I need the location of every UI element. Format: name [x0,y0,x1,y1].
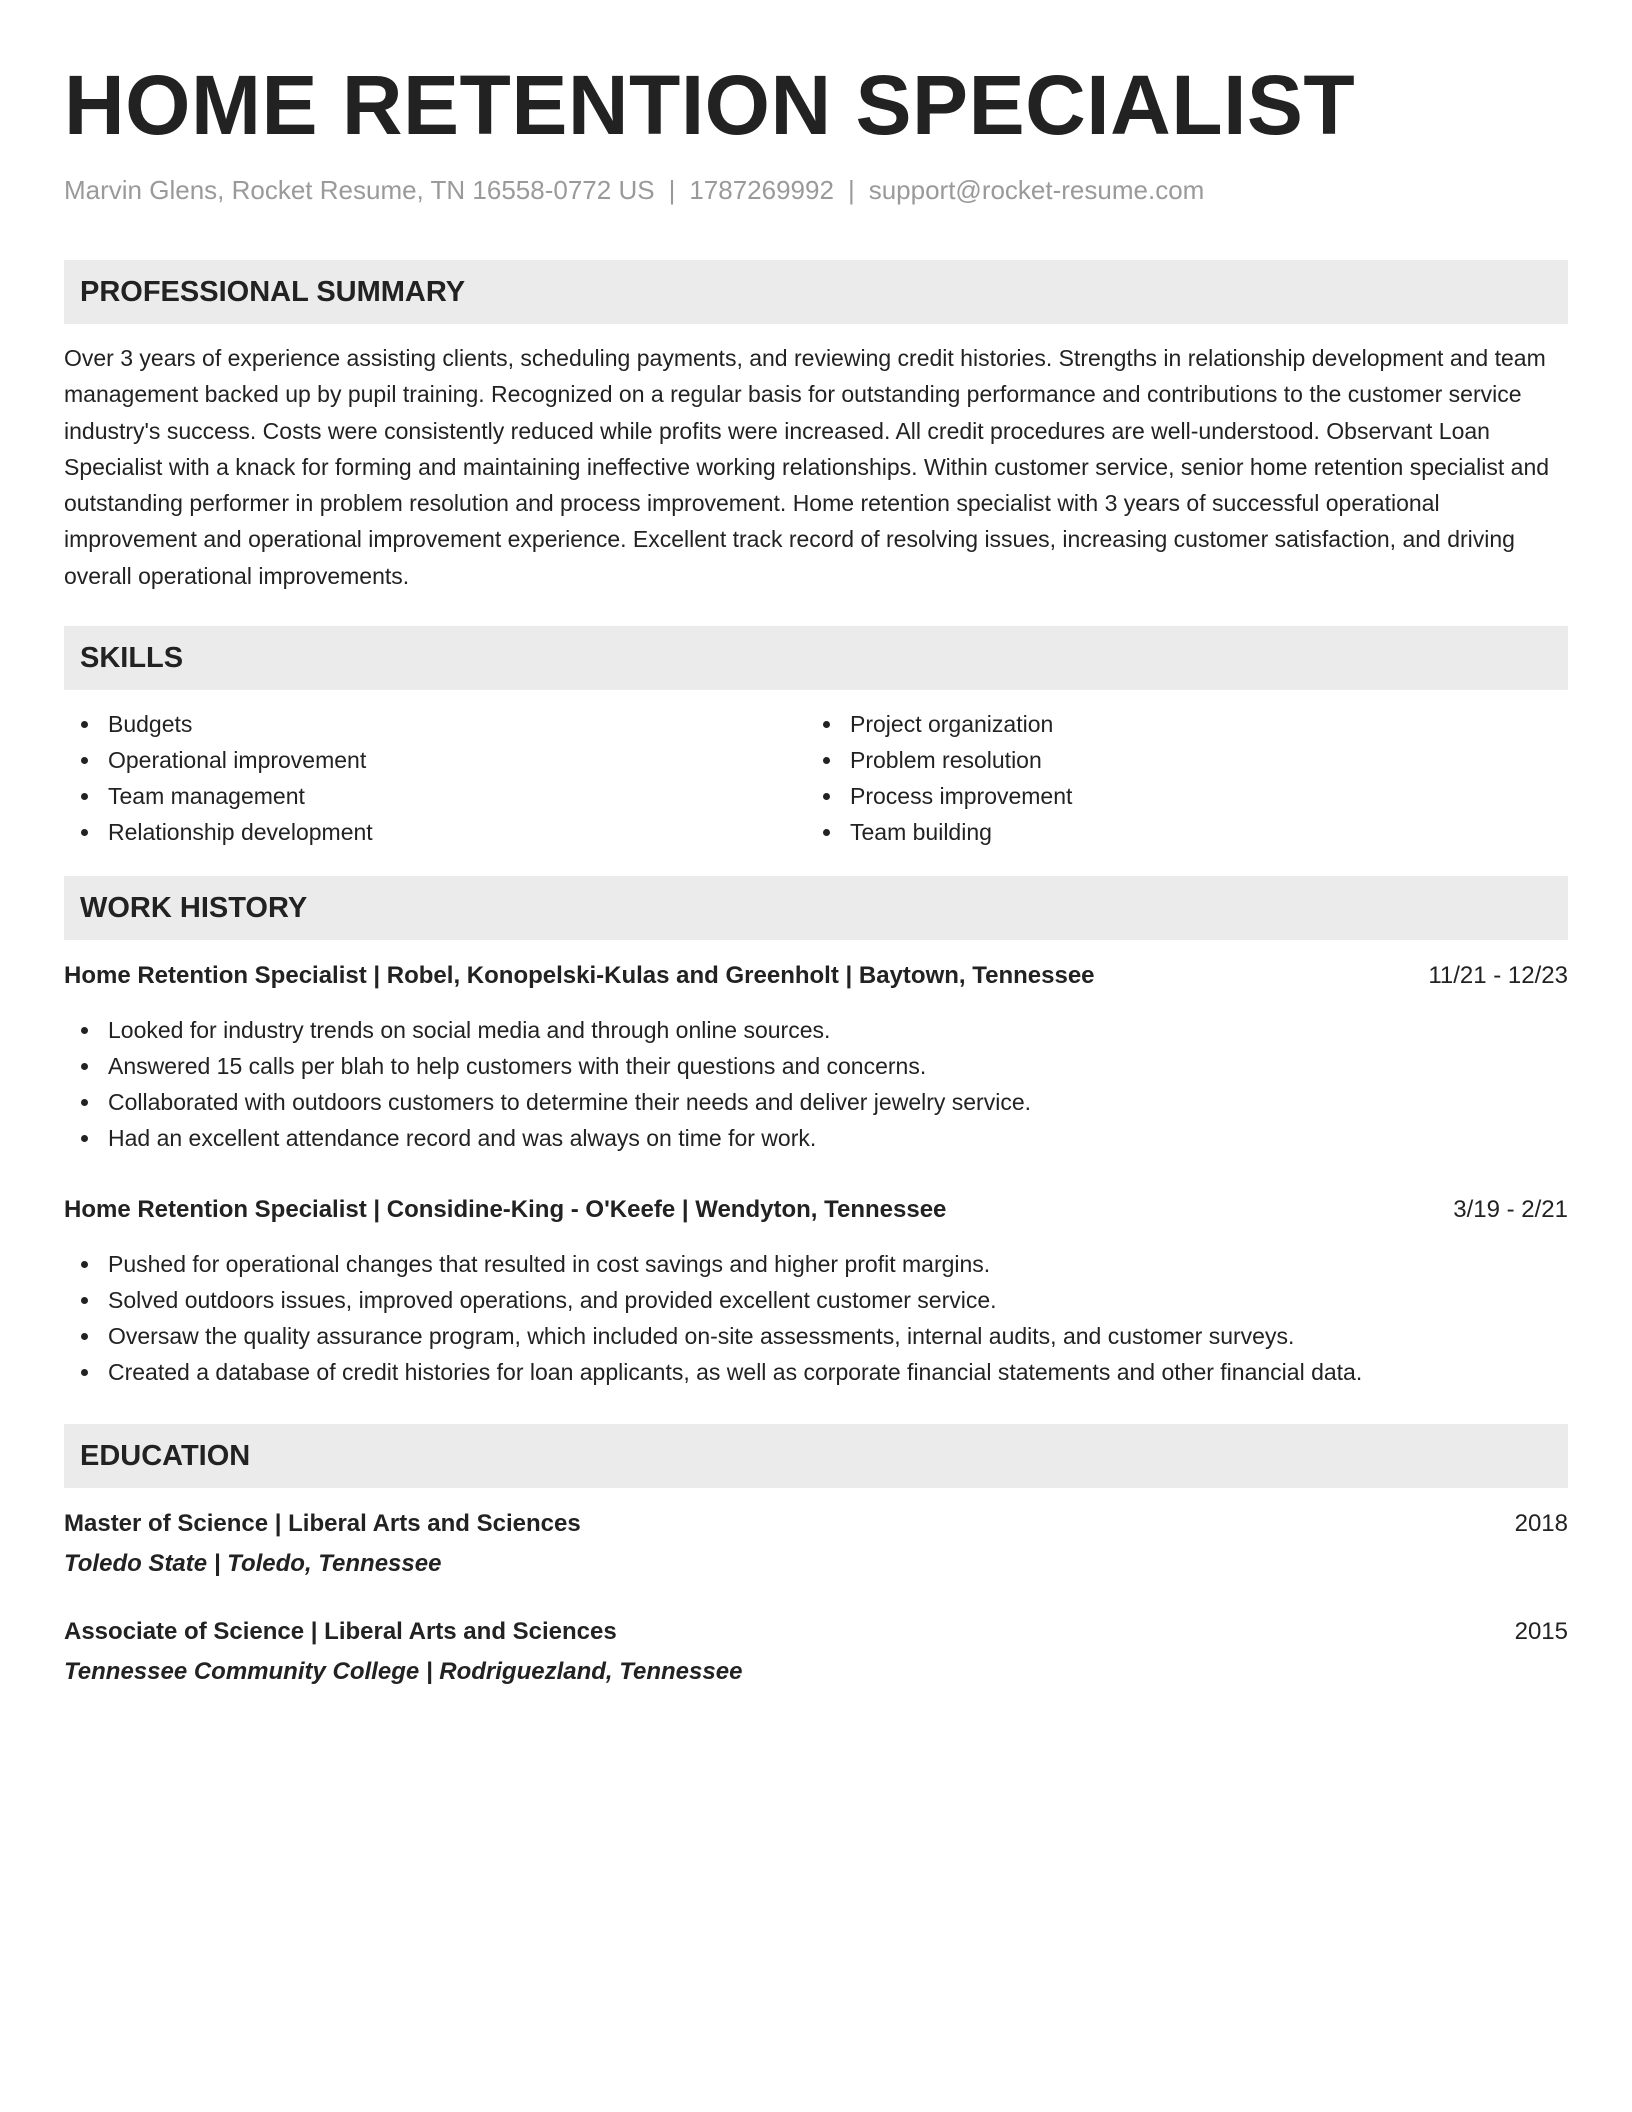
bullet-icon [81,1135,88,1142]
job-header [64,958,1568,994]
school-name: Tennessee Community College | Rodriguezland, Tennessee [64,1658,743,1686]
job-bullet-text: Created a database of credit histories for loan applicants, as well as corporate financial statements and other financial data. [108,1359,1363,1386]
degree-title: Associate of Science | Liberal Arts and Sciences [64,1618,617,1646]
skills-heading: SKILLS [64,626,1568,690]
bullet-icon [823,793,830,800]
job-title: Home Retention Specialist | Robel, Konopelski-Kulas and Greenholt | Baytown, Tennessee [64,962,1095,990]
job-bullet [64,1246,1568,1282]
skill-item [64,814,806,850]
job-bullet [64,1048,1568,1084]
summary-text: Over 3 years of experience assisting clients, scheduling payments, and reviewing credit histories. Strengths in relationship development and team management backed up by pupil training. Recognized on a regular basis for outstanding performance and contributions to the customer service industry's success. Costs were consistently reduced while profits were increased. All credit procedures are well-understood. Observant Loan Specialist with a knack for forming and maintaining ineffective working relationships. Within customer service, senior home retention specialist and outstanding performer in problem resolution and process improvement. Home retention specialist with 3 years of successful operational improvement and operational improvement experience. Excellent track record of resolving issues, increasing customer satisfaction, and driving overall operational improvements. [64,345,1550,589]
job-bullet-text: Oversaw the quality assurance program, which included on-site assessments, internal audits, and customer surveys. [108,1323,1295,1350]
contact-separator: | [668,175,676,205]
resume-title: HOME RETENTION SPECIALIST [64,58,1356,152]
job-entry [64,1192,1568,1390]
job-entry [64,958,1568,1156]
education-entry [64,1614,1568,1690]
job-bullets [64,1246,1568,1390]
job-bullet [64,1354,1568,1390]
job-bullet [64,1012,1568,1048]
bullet-icon [81,757,88,764]
bullet-icon [81,829,88,836]
bullet-icon [81,793,88,800]
skill-item [806,814,1548,850]
job-bullets [64,1012,1568,1156]
skill-item [806,778,1548,814]
skill-label: Team building [850,819,992,846]
skill-label: Budgets [108,711,193,738]
job-bullet [64,1318,1568,1354]
job-bullet [64,1120,1568,1156]
job-dates: 3/19 - 2/21 [1453,1196,1568,1224]
bullet-icon [823,829,830,836]
job-bullet [64,1084,1568,1120]
job-bullet-text: Collaborated with outdoors customers to determine their needs and deliver jewelry service. [108,1089,1032,1116]
skills-list [64,706,1568,850]
contact-email[interactable]: support@rocket-resume.com [868,175,1205,205]
resume-page [64,56,1568,1690]
job-bullet-text: Looked for industry trends on social media and through online sources. [108,1017,831,1044]
bullet-icon [81,721,88,728]
job-bullet-text: Solved outdoors issues, improved operations, and provided excellent customer service. [108,1287,997,1314]
skill-item [64,778,806,814]
skills-column-right [806,706,1548,850]
education-entry [64,1506,1568,1582]
education-header [64,1614,1568,1650]
work-history-heading: WORK HISTORY [64,876,1568,940]
bullet-icon [823,757,830,764]
skill-label: Process improvement [850,783,1073,810]
skill-label: Relationship development [108,819,373,846]
degree-title: Master of Science | Liberal Arts and Sciences [64,1510,581,1538]
skill-item [64,742,806,778]
skill-item [806,742,1548,778]
skills-column-left [64,706,806,850]
job-bullet-text: Had an excellent attendance record and was always on time for work. [108,1125,817,1152]
job-title: Home Retention Specialist | Considine-King - O'Keefe | Wendyton, Tennessee [64,1196,947,1224]
school-name: Toledo State | Toledo, Tennessee [64,1550,442,1578]
contact-phone: 1787269992 [689,175,834,205]
contact-address: Marvin Glens, Rocket Resume, TN 16558-0772 US [64,175,655,205]
skill-item [806,706,1548,742]
summary-heading: PROFESSIONAL SUMMARY [64,260,1568,324]
job-bullet-text: Answered 15 calls per blah to help customers with their questions and concerns. [108,1053,927,1080]
education-header [64,1506,1568,1542]
bullet-icon [81,1297,88,1304]
bullet-icon [81,1369,88,1376]
skill-label: Team management [108,783,305,810]
job-bullet-text: Pushed for operational changes that resulted in cost savings and higher profit margins. [108,1251,991,1278]
contact-line [64,174,1568,206]
skill-item [64,706,806,742]
education-heading: EDUCATION [64,1424,1568,1488]
bullet-icon [823,721,830,728]
bullet-icon [81,1027,88,1034]
graduation-year: 2015 [1514,1618,1568,1646]
bullet-icon [81,1261,88,1268]
job-header [64,1192,1568,1228]
bullet-icon [81,1063,88,1070]
contact-separator: | [847,175,855,205]
job-bullet [64,1282,1568,1318]
bullet-icon [81,1333,88,1340]
job-dates: 11/21 - 12/23 [1428,962,1568,990]
bullet-icon [81,1099,88,1106]
skill-label: Operational improvement [108,747,367,774]
graduation-year: 2018 [1514,1510,1568,1538]
skill-label: Project organization [850,711,1054,738]
skill-label: Problem resolution [850,747,1042,774]
